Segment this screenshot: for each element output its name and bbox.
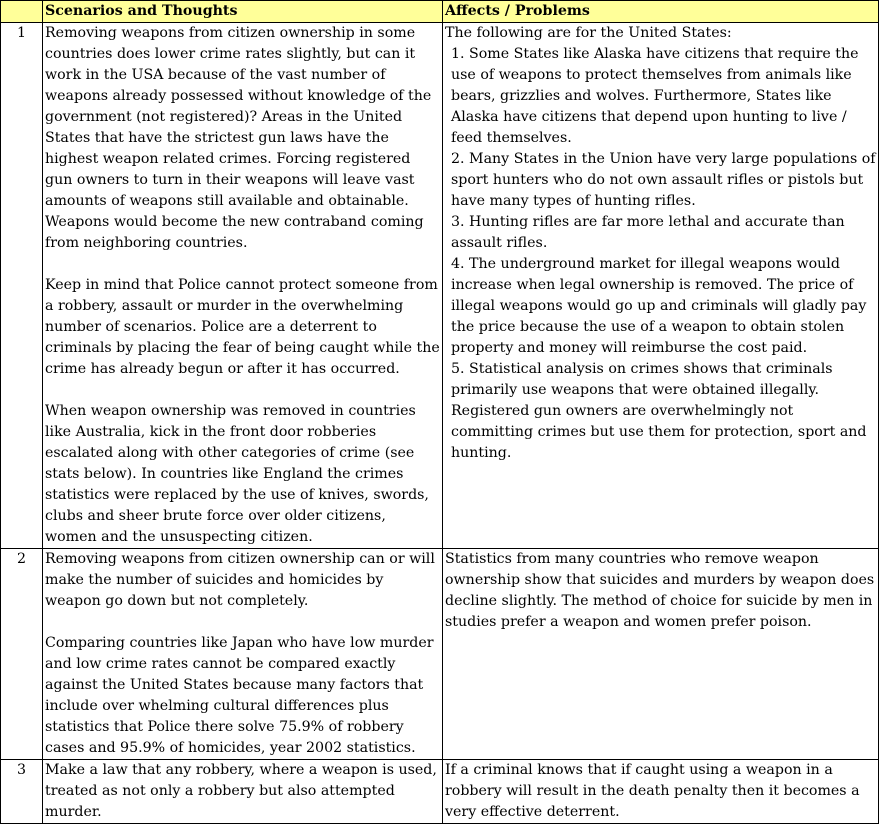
scenario-cell[interactable] <box>43 23 443 549</box>
affects-cell[interactable] <box>443 549 879 760</box>
affects-list-item: 2. Many States in the Union have very large populations of sport hunters who do not own assault rifles or pistols but have many types of hunting rifles. <box>451 151 876 209</box>
scenario-paragraph: Removing weapons from citizen ownership can or will make the number of suicides and homicides by weapon go down but not completely. <box>45 551 435 609</box>
scenario-paragraph: Make a law that any robbery, where a weapon is used, treated as not only a robbery but also attempted murder. <box>45 762 437 820</box>
affects-list-item: 5. Statistical analysis on crimes shows that criminals primarily use weapons that were obtained illegally. Registered gun owners are overwhelmingly not committing crimes but use them for protection, sport and hunting. <box>451 361 867 461</box>
affects-intro: The following are for the United States: <box>445 25 732 41</box>
affects-paragraph: Statistics from many countries who remove weapon ownership show that suicides and murders by weapon does decline slightly. The method of choice for suicide by men in studies prefer a weapon and women prefer poison. <box>445 551 875 630</box>
header-row <box>1 1 879 23</box>
scenario-cell[interactable] <box>43 549 443 760</box>
table-row <box>1 23 879 549</box>
scenario-paragraph: When weapon ownership was removed in countries like Australia, kick in the front door robberies escalated along with other categories of crime (see stats below). In countries like England the crimes statistics were replaced by the use of knives, swords, clubs and sheer brute force over older citizens, women and the unsuspecting citizen. <box>45 403 429 545</box>
header-number-cell[interactable] <box>1 1 43 23</box>
affects-paragraph: If a criminal knows that if caught using a weapon in a robbery will result in the death penalty then it becomes a very effective deterrent. <box>445 762 860 820</box>
row-number-cell[interactable]: 2 <box>1 549 43 760</box>
row-number-cell[interactable]: 1 <box>1 23 43 549</box>
affects-cell[interactable] <box>443 23 879 549</box>
table-row <box>1 760 879 824</box>
affects-list-item: 1. Some States like Alaska have citizens that require the use of weapons to protect themselves from animals like bears, grizzlies and wolves. Furthermore, States like Alaska have citizens that depend upon hunting to live / feed themselves. <box>451 46 859 146</box>
scenario-paragraph: Comparing countries like Japan who have low murder and low crime rates cannot be compared exactly against the United States because many factors that include over whelming cultural differences plus statistics that Police there solve 75.9% of robbery cases and 95.9% of homicides, year 2002 statistics. <box>45 635 434 756</box>
affects-list-item: 4. The underground market for illegal weapons would increase when legal ownership is removed. The price of illegal weapons would go up and criminals will gladly pay the price because the use of a weapon to obtain stolen property and money will reimburse the cost paid. <box>451 256 867 356</box>
affects-list-item: 3. Hunting rifles are far more lethal and accurate than assault rifles. <box>451 214 845 251</box>
scenario-paragraph: Removing weapons from citizen ownership in some countries does lower crime rates slightly, but can it work in the USA because of the vast number of weapons already possessed without knowledge of the government (not registered)? Areas in the United States that have the strictest gun laws have the highest weapon related crimes. Forcing registered gun owners to turn in their weapons will leave vast amounts of weapons still available and obtainable. Weapons would become the new contraband coming from neighboring countries. <box>45 25 432 251</box>
scenario-paragraph: Keep in mind that Police cannot protect someone from a robbery, assault or murder in the overwhelming number of scenarios. Police are a deterrent to criminals by placing the fear of being caught while the crime has already begun or after it has occurred. <box>45 277 440 377</box>
affects-cell[interactable] <box>443 760 879 824</box>
scenario-cell[interactable] <box>43 760 443 824</box>
header-scenarios-cell[interactable]: Scenarios and Thoughts <box>43 1 443 23</box>
row-number-cell[interactable]: 3 <box>1 760 43 824</box>
header-affects-cell[interactable]: Affects / Problems <box>443 1 879 23</box>
table-row <box>1 549 879 760</box>
